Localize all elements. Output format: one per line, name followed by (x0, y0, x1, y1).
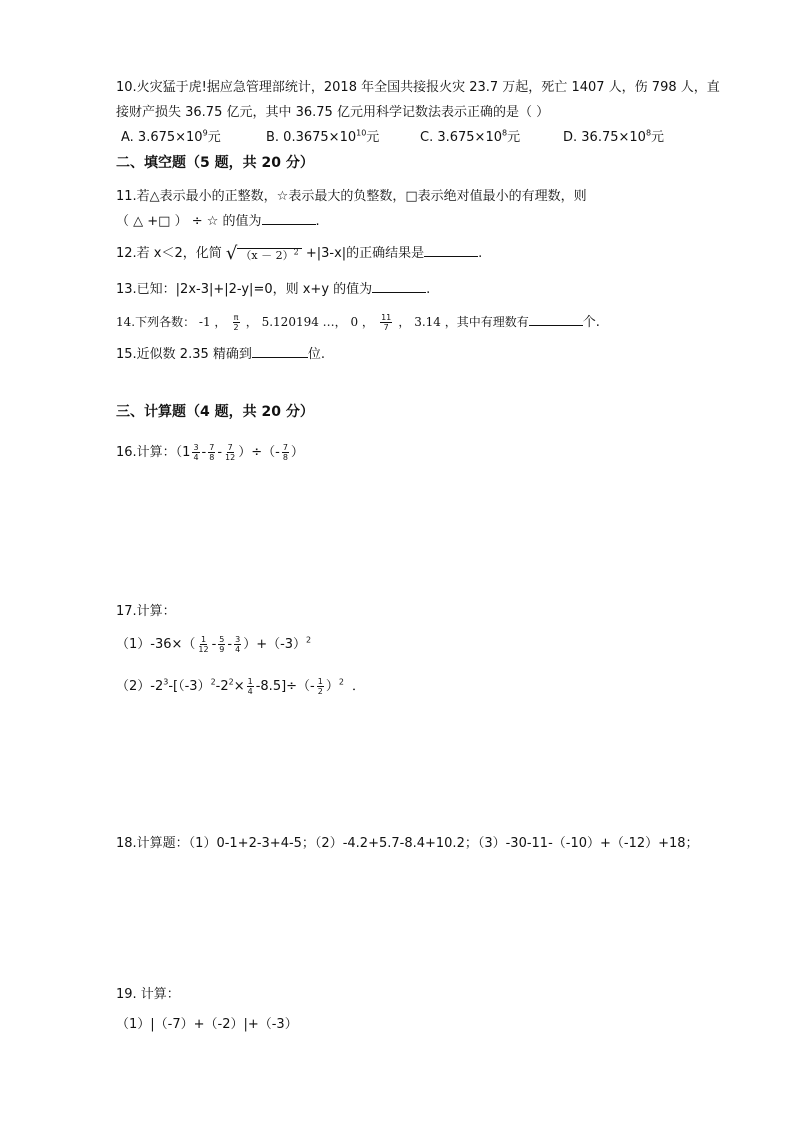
q10-line1: 10.火灾猛于虎!据应急管理部统计，2018 年全国共接报火灾 23.7 万起，死亡 1407 人，伤 798 人，直 (116, 80, 720, 95)
q11-answer-blank[interactable] (262, 212, 316, 225)
q10-option-d: D. $36.75\times 10^8$元 (563, 128, 665, 145)
q15-answer-blank[interactable] (252, 345, 308, 358)
q15-line: 15.近似数 2.35 精确到 位. (116, 347, 326, 362)
q17-fraction-1-2: $\frac{1}{2}$ (317, 677, 323, 696)
q11-line1: 11.若△表示最小的正整数，☆表示最大的负整数，□表示绝对值最小的有理数，则 (116, 189, 587, 204)
section3-title: 三、计算题（4 题，共 20 分） (116, 404, 314, 420)
q14-fraction-pi-2: $\frac{\pi}{2}$ (233, 313, 239, 332)
q13-line: 13.已知：|2x-3|+|2-y|=0，则 x+y 的值为 . (116, 282, 431, 297)
q16-fraction-3-4: $\frac{3}{4}$ (193, 443, 199, 462)
q10-option-c: C. $3.675\times 10^8$元 (420, 128, 521, 145)
q18-line: 18.计算题：（1）0-1+2-3+4-5；（2）-4.2+5.7-8.4+10.2；（3）-30-11-（-10）+（-12）+18； (116, 836, 699, 851)
q11-line2: （ △ +□ ） ÷ ☆ 的值为 . (116, 214, 320, 229)
q13-answer-blank[interactable] (372, 280, 426, 293)
q17-fraction-3-4: $\frac{3}{4}$ (235, 635, 241, 654)
q12-answer-blank[interactable] (424, 244, 478, 257)
q17-part2: $(2)-2^3-[(-3)^2-2^2\times$ $\frac{1}{4}$ -8.5]÷（- $\frac{1}{2}$ ）$^2$ ． (116, 677, 365, 696)
q12-line: 12.若 x＜2，化简 √ $(x - 2)^2$ +|3-x|的正确结果是 . (116, 242, 483, 264)
q10-option-a: A. $3.675\times 10^9$元 (121, 128, 221, 145)
q17-fraction-5-9: $\frac{5}{9}$ (219, 635, 225, 654)
q14-line: 14.下列各数： -1 ， $\frac{\pi}{2}$ ， 5.120194 …， 0 ， $\frac{11}{7}$ ， 3.14 ，其中有理数有 个. (116, 313, 600, 332)
q16-fraction-7-12: $\frac{7}{12}$ (225, 443, 236, 462)
q17-title: 17.计算： (116, 604, 176, 619)
q14-answer-blank[interactable] (529, 313, 583, 326)
q10-option-b: B. $0.3675\times 10^{10}$元 (266, 128, 380, 145)
q17-fraction-1-12: $\frac{1}{12}$ (198, 635, 209, 654)
section2-title: 二、填空题（5 题，共 20 分） (116, 155, 314, 171)
q16-fraction-7-8: $\frac{7}{8}$ (209, 443, 215, 462)
q16-line: 16.计算：（1 $\frac{3}{4}$ - $\frac{7}{8}$ - $\frac{7}{12}$ ）÷（- $\frac{7}{8}$ ） (116, 443, 304, 462)
q17-fraction-1-4: $\frac{1}{4}$ (247, 677, 253, 696)
q17-part1: （1）-36×（ $\frac{1}{12}$ - $\frac{5}{9}$ - $\frac{3}{4}$ ）$+(-3)^2$ (116, 635, 312, 654)
q14-fraction-11-7: $\frac{11}{7}$ (381, 313, 392, 332)
q16-fraction-neg-7-8: $\frac{7}{8}$ (282, 443, 288, 462)
q19-part1: （1）|（-7）+（-2）|+（-3） (116, 1017, 298, 1032)
q12-sqrt: √ $(x - 2)^2$ (226, 245, 302, 263)
q10-line2: 接财产损失 36.75 亿元，其中 36.75 亿元用科学记数法表示正确的是（ ） (116, 105, 550, 120)
q19-title: 19. 计算： (116, 987, 180, 1002)
